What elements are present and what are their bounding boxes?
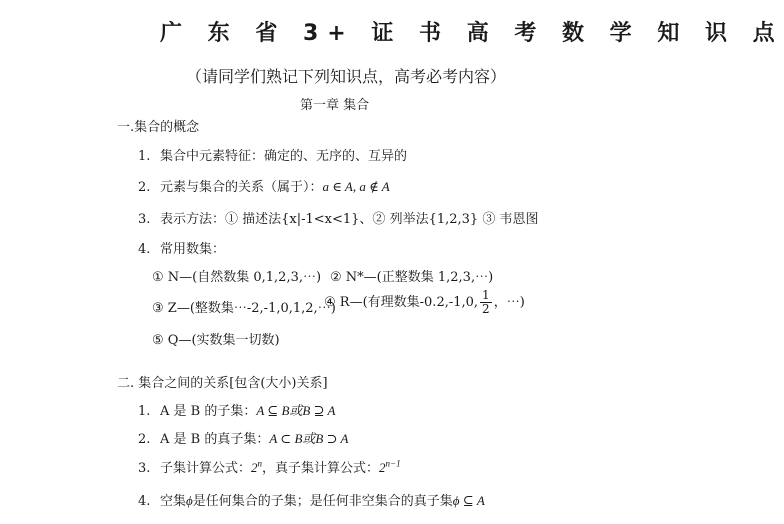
math-expression bbox=[379, 460, 401, 475]
item-text-2: 是任何集合的子集；是任何非空集合的真子集 bbox=[192, 494, 453, 509]
list-item bbox=[138, 490, 485, 509]
math-expression bbox=[251, 460, 262, 475]
number-set-z: ③ Z—(整数集⋯-2,-1,0,1,2,⋯) bbox=[152, 301, 336, 316]
item-number: 4. bbox=[138, 494, 151, 509]
item-text: A 是 B 的子集： bbox=[160, 404, 257, 419]
item-text: 表示方法：① 描述法{x|-1<x<1}、② 列举法{1,2,3} ③ 韦恩图 bbox=[160, 212, 539, 227]
math-expression: A ⊆ B或B ⊇ A bbox=[256, 403, 336, 418]
item-text: A 是 B 的真子集： bbox=[160, 432, 270, 447]
fraction-numerator: 1 bbox=[482, 288, 490, 302]
power-exponent: n bbox=[257, 458, 263, 469]
list-item bbox=[138, 145, 407, 164]
number-set-n-star: ② N*—(正整数集 1,2,3,⋯) bbox=[330, 270, 494, 285]
item-number: 1. bbox=[138, 149, 151, 164]
item-number: 1. bbox=[138, 404, 151, 419]
document-subtitle: （请同学们熟记下列知识点，高考必考内容） bbox=[186, 67, 507, 86]
chapter-heading: 第一章 集合 bbox=[300, 98, 370, 113]
fraction-denominator: 2 bbox=[482, 302, 490, 316]
section-heading: 一.集合的概念 bbox=[117, 120, 200, 135]
number-set-r-suffix: ，⋯) bbox=[493, 295, 525, 310]
list-item bbox=[138, 457, 401, 476]
math-expression: a ∈ A, a ∉ A bbox=[322, 179, 390, 194]
fraction-half bbox=[480, 289, 492, 316]
item-number: 2. bbox=[138, 180, 151, 195]
item-text: 子集计算公式： bbox=[160, 461, 252, 476]
phi-symbol: ϕ bbox=[186, 493, 193, 508]
list-item bbox=[138, 400, 335, 419]
item-number: 3. bbox=[138, 461, 151, 476]
list-item bbox=[138, 428, 348, 447]
power-base: 2 bbox=[251, 460, 258, 475]
number-set-q: ⑤ Q—(实数集一切数) bbox=[152, 333, 280, 348]
item-text: 空集 bbox=[160, 494, 187, 509]
math-expression: ϕ ⊆ A bbox=[452, 493, 485, 508]
item-text: 集合中元素特征：确定的、无序的、互异的 bbox=[160, 149, 408, 164]
power-base: 2 bbox=[379, 460, 386, 475]
section-heading: 二. 集合之间的关系[包含(大小)关系] bbox=[117, 376, 328, 391]
item-text-2: ，真子集计算公式： bbox=[262, 461, 380, 476]
document-title: 广 东 省 3+ 证 书 高 考 数 学 知 识 点 bbox=[160, 21, 784, 46]
item-number: 2. bbox=[138, 432, 151, 447]
math-expression: A ⊂ B或B ⊃ A bbox=[269, 431, 349, 446]
list-item bbox=[138, 238, 225, 257]
item-text: 常用数集： bbox=[160, 242, 226, 257]
item-number: 3. bbox=[138, 212, 151, 227]
number-set-r bbox=[324, 289, 525, 316]
list-item bbox=[138, 208, 538, 227]
list-item bbox=[138, 176, 390, 195]
item-number: 4. bbox=[138, 242, 151, 257]
number-set-r-prefix: ④ R—(有理数集-0.2,-1,0, bbox=[324, 295, 479, 310]
number-set-n: ① N—(自然数集 0,1,2,3,⋯) bbox=[152, 270, 322, 285]
power-exponent: n−1 bbox=[385, 458, 401, 469]
item-text: 元素与集合的关系（属于）： bbox=[160, 180, 323, 195]
